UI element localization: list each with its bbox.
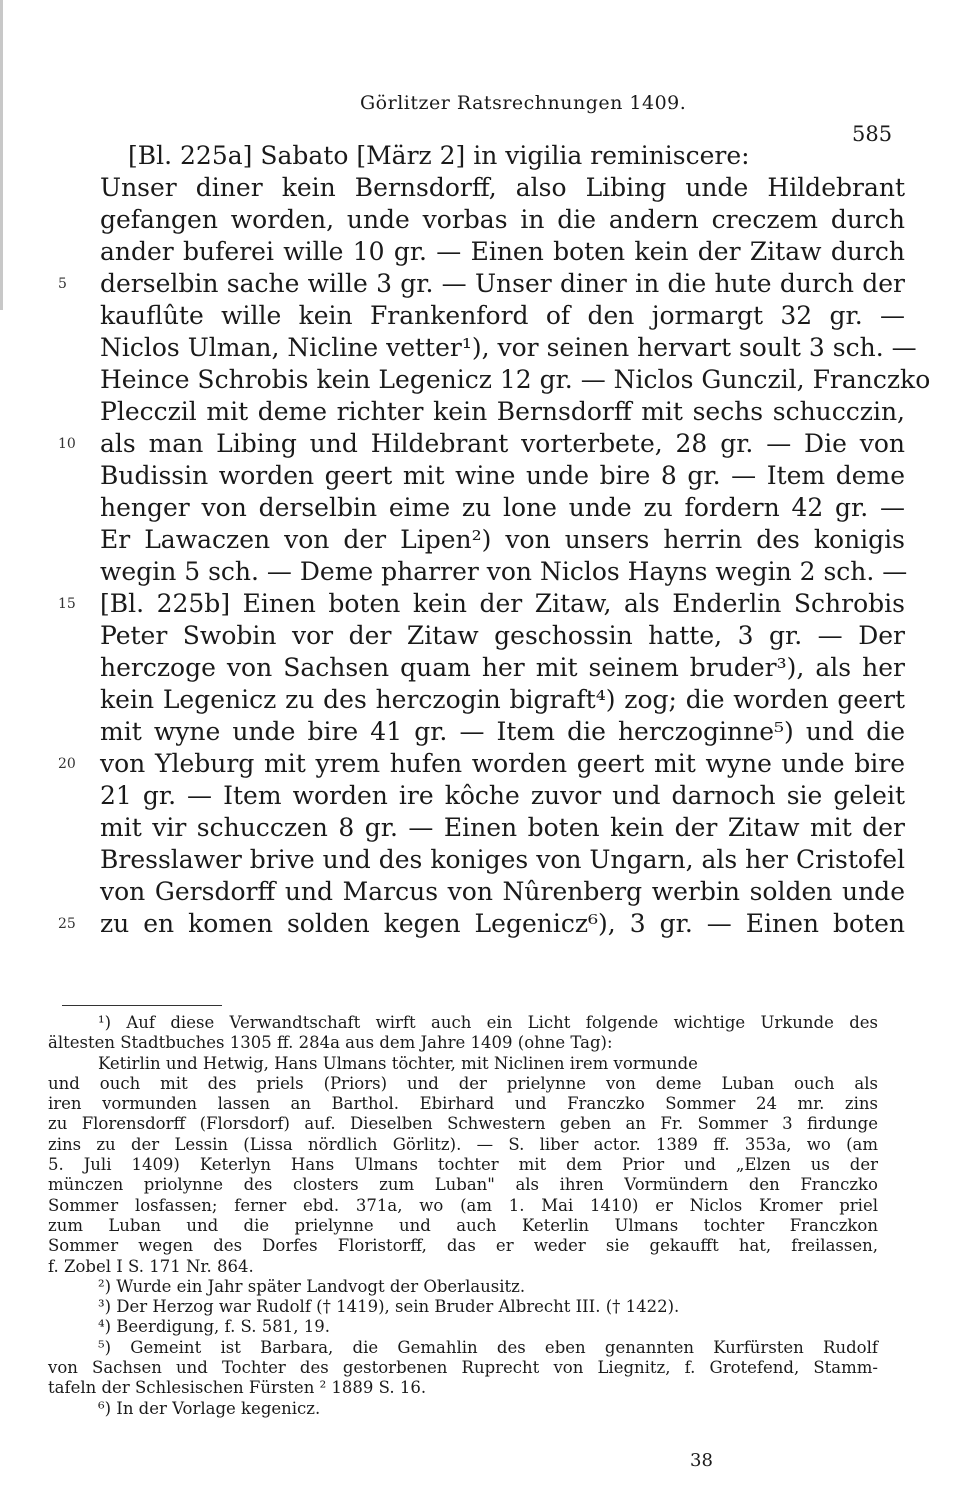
footnote-line: tafeln der Schlesischen Fürsten ² 1889 S. 16. — [48, 1378, 427, 1398]
line-text: herczoge von Sachsen quam her mit seinem bruder³), als her — [100, 653, 905, 682]
text-line — [100, 204, 905, 236]
text-line — [100, 876, 905, 908]
footnote-line: und ouch mit des priels (Priors) und der prielynne von deme Luban ouch als — [48, 1073, 878, 1093]
footnote-line: f. Zobel I S. 171 Nr. 864. — [48, 1256, 254, 1276]
line-text: gefangen worden, unde vorbas in die andern creczem durch — [100, 205, 905, 234]
line-text: mit wyne unde bire 41 gr. — Item die herczoginne⁵) und die — [100, 717, 905, 746]
text-line — [100, 300, 905, 332]
text-line — [100, 460, 905, 492]
footnote-line: 5. Juli 1409) Keterlyn Hans Ulmans tochter mit dem Prior und „Elzen us der — [48, 1155, 878, 1175]
text-line — [100, 492, 905, 524]
footnotes — [48, 1013, 878, 1419]
line-text: zu en komen solden kegen Legenicz⁶), 3 gr. — Einen boten — [100, 909, 905, 938]
line-number: 15 — [58, 596, 76, 612]
main-text — [58, 140, 931, 940]
footnote-line: zum Luban und die prielynne und auch Keterlin Ulmans tochter Franczkon — [48, 1215, 878, 1235]
text-line — [100, 844, 905, 876]
footnote-line: ⁵) Gemeint ist Barbara, die Gemahlin des eben genannten Kurfürsten Rudolf — [98, 1337, 878, 1357]
text-line — [100, 716, 905, 748]
text-line — [58, 908, 905, 940]
text-line — [100, 332, 917, 364]
footnote-line: ³) Der Herzog war Rudolf († 1419), sein Bruder Albrecht III. († 1422). — [98, 1297, 680, 1317]
page-number: 585 — [852, 122, 893, 146]
line-number: 25 — [58, 916, 76, 932]
line-number: 10 — [58, 436, 76, 452]
text-line — [100, 684, 905, 716]
running-title: Görlitzer Ratsrechnungen 1409. — [360, 92, 687, 114]
line-text: wegin 5 sch. — Deme pharrer von Niclos Hayns wegin 2 sch. — — [100, 557, 908, 586]
text-line — [58, 428, 905, 460]
text-line — [100, 652, 905, 684]
text-line — [100, 556, 908, 588]
text-line — [58, 268, 905, 300]
footnote-line: von Sachsen und Tochter des gestorbenen Ruprecht von Liegnitz, f. Grotefend, Stamm- — [48, 1358, 878, 1378]
line-text: kauflûte wille kein Frankenford of den jormargt 32 gr. — — [100, 301, 905, 330]
footnote-line: Sommer wegen des Dorfes Floristorff, das er weder sie gekaufft hat, freilassen, — [48, 1236, 878, 1256]
line-text: von Gersdorff und Marcus von Nûrenberg werbin solden unde — [100, 877, 905, 906]
text-line — [100, 812, 905, 844]
text-line — [58, 748, 905, 780]
line-text: von Yleburg mit yrem hufen worden geert mit wyne unde bire — [100, 749, 905, 778]
text-line — [100, 172, 905, 204]
line-text: henger von derselbin eime zu lone unde zu fordern 42 gr. — — [100, 493, 905, 522]
footnote-line: ⁴) Beerdigung, f. S. 581, 19. — [98, 1317, 330, 1337]
text-line — [100, 236, 905, 268]
text-line — [100, 780, 905, 812]
footnote-line: ²) Wurde ein Jahr später Landvogt der Oberlausitz. — [98, 1276, 526, 1296]
text-line — [100, 140, 905, 172]
line-text: Unser diner kein Bernsdorff, also Libing unde Hildebrant — [100, 173, 905, 202]
text-line — [100, 620, 905, 652]
text-line — [100, 396, 905, 428]
footnote-line: zu Florensdorff (Florsdorf) auf. Dieselben Schwestern geben an Fr. Sommer 3 firdunge — [48, 1114, 878, 1134]
text-line — [100, 524, 905, 556]
line-number: 20 — [58, 756, 76, 772]
footnote-rule — [62, 1005, 222, 1006]
line-text: [Bl. 225a] Sabato [März 2] in vigilia reminiscere: — [128, 141, 750, 170]
footnote-line: iren vormunden lassen an Barthol. Ebirhard und Franczko Sommer 24 mr. zins — [48, 1094, 878, 1114]
line-text: kein Legenicz zu des herczogin bigraft⁴) zog; die worden geert — [100, 685, 905, 714]
scan-edge-mark — [0, 0, 3, 310]
line-text: Peter Swobin vor der Zitaw geschossin hatte, 3 gr. — Der — [100, 621, 905, 650]
line-text: Niclos Ulman, Nicline vetter¹), vor seinen hervart soult 3 sch. — — [100, 333, 917, 362]
text-line — [100, 364, 931, 396]
footnote-line: Sommer losfassen; ferner ebd. 371a, wo (am 1. Mai 1410) er Niclos Kromer priel — [48, 1195, 878, 1215]
line-text: Er Lawaczen von der Lipen²) von unsers herrin des konigis — [100, 525, 905, 554]
line-text: ander buferei wille 10 gr. — Einen boten kein der Zitaw durch — [100, 237, 905, 266]
footnote-line: münczen priolynne des closters zum Luban" als ihren Vormündern den Franczko — [48, 1175, 878, 1195]
footnote-line: ältesten Stadtbuches 1305 ff. 284a aus dem Jahre 1409 (ohne Tag): — [48, 1033, 613, 1053]
footnote-line: zins zu der Lessin (Lissa nördlich Görlitz). — S. liber actor. 1389 ff. 353a, wo (am — [48, 1134, 878, 1154]
line-number: 5 — [58, 276, 67, 292]
footnote-line: Ketirlin und Hetwig, Hans Ulmans töchter, mit Niclinen irem vormunde — [98, 1053, 698, 1073]
footnote-line: ¹) Auf diese Verwandtschaft wirft auch ein Licht folgende wichtige Urkunde des — [98, 1013, 878, 1032]
line-text: Heince Schrobis kein Legenicz 12 gr. — Niclos Gunczil, Franczko — [100, 365, 931, 394]
line-text: mit vir schucczen 8 gr. — Einen boten kein der Zitaw mit der — [100, 813, 905, 842]
line-text: Budissin worden geert mit wine unde bire 8 gr. — Item deme — [100, 461, 905, 490]
text-line — [58, 588, 905, 620]
footnote-line: ⁶) In der Vorlage kegenicz. — [98, 1398, 321, 1418]
line-text: als man Libing und Hildebrant vorterbete, 28 gr. — Die von — [100, 429, 905, 458]
line-text: Plecczil mit deme richter kein Bernsdorff mit sechs schucczin, — [100, 397, 905, 426]
printer-signature: 38 — [690, 1450, 713, 1471]
line-text: 21 gr. — Item worden ire kôche zuvor und darnoch sie geleit — [100, 781, 905, 810]
line-text: Bresslawer brive und des koniges von Ungarn, als her Cristofel — [100, 845, 905, 874]
line-text: derselbin sache wille 3 gr. — Unser diner in die hute durch der — [100, 269, 905, 298]
line-text: [Bl. 225b] Einen boten kein der Zitaw, als Enderlin Schrobis — [100, 589, 905, 618]
